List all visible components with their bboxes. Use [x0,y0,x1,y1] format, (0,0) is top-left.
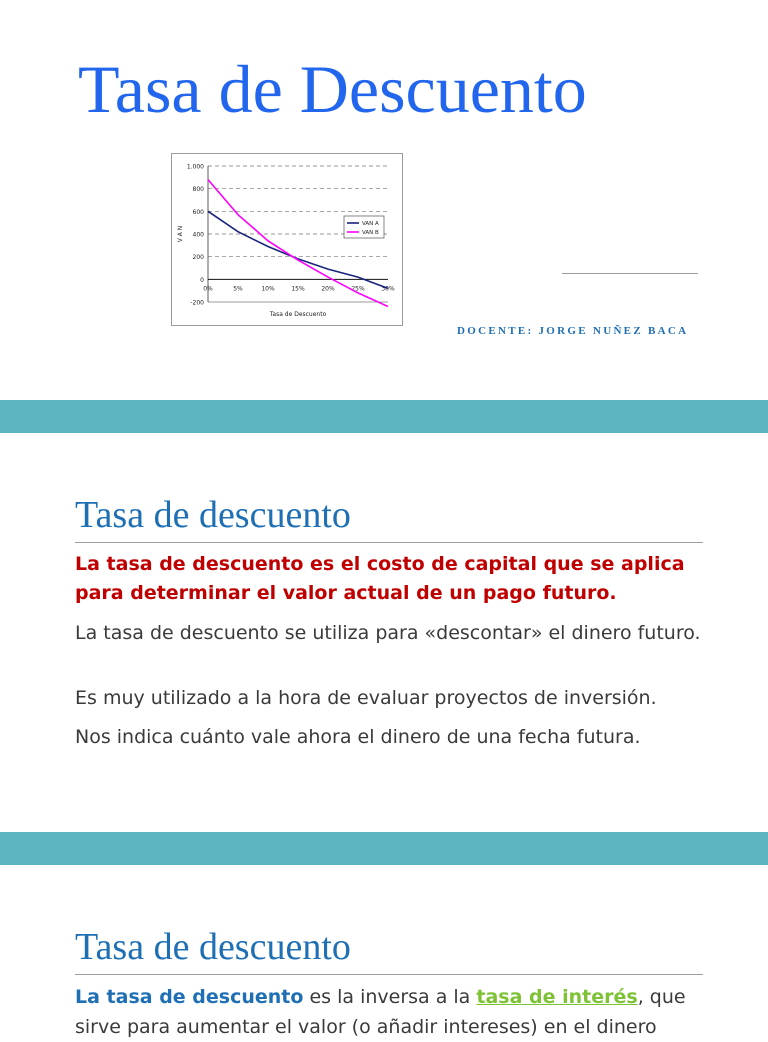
title-underline [75,974,703,975]
title-slide [0,0,768,400]
docente-label: DOCENTE: JORGE NUÑEZ BACA [457,325,689,337]
y-axis-label: V A N [177,225,184,243]
x-tick-label: 10% [261,285,275,293]
title-underline [75,542,703,543]
van-chart-svg [172,154,402,325]
paragraph-usage: La tasa de descuento se utiliza para «descontar» el dinero futuro. [75,622,701,644]
inverse-slide [0,865,768,1038]
term-highlight: La tasa de descuento [75,986,304,1008]
text-end: , que [637,986,686,1008]
y-tick-label: -200 [190,299,204,307]
x-tick-label: 5% [233,285,243,293]
slide-separator-band [0,832,768,865]
x-tick-label: 25% [351,285,365,293]
text-mid: es la inversa a la [303,986,477,1008]
y-tick-label: 800 [192,186,204,194]
x-tick-label: 30% [381,285,395,293]
tasa-de-interes-link[interactable]: tasa de interés [476,986,638,1008]
slide-separator-band [0,400,768,433]
y-tick-label: 0 [200,276,204,284]
paragraph-projects: Es muy utilizado a la hora de evaluar proyectos de inversión. [75,687,657,709]
x-tick-label: 0% [203,285,213,293]
x-axis-label: Tasa de Descuento [269,311,327,318]
legend-label: VAN A [362,221,379,227]
paragraph-value: Nos indica cuánto vale ahora el dinero de una fecha futura. [75,726,641,748]
van-chart [171,153,403,326]
y-tick-label: 200 [192,254,204,262]
y-tick-label: 1.000 [186,163,204,171]
inverse-paragraph [75,983,715,1012]
section-title: Tasa de descuento [75,926,351,968]
definition-highlight: La tasa de descuento es el costo de capital que se aplica para determinar el valor actual de un pago futuro. [75,553,685,604]
y-tick-label: 400 [192,231,204,239]
main-title: Tasa de Descuento [78,51,587,127]
definition-slide [0,433,768,832]
inverse-paragraph-line2: sirve para aumentar el valor (o añadir intereses) en el dinero [75,1016,657,1038]
legend-label: VAN B [362,230,379,236]
y-tick-label: 600 [192,208,204,216]
x-tick-label: 20% [321,285,335,293]
title-divider [562,273,698,274]
x-tick-label: 15% [291,285,305,293]
section-title: Tasa de descuento [75,494,351,536]
